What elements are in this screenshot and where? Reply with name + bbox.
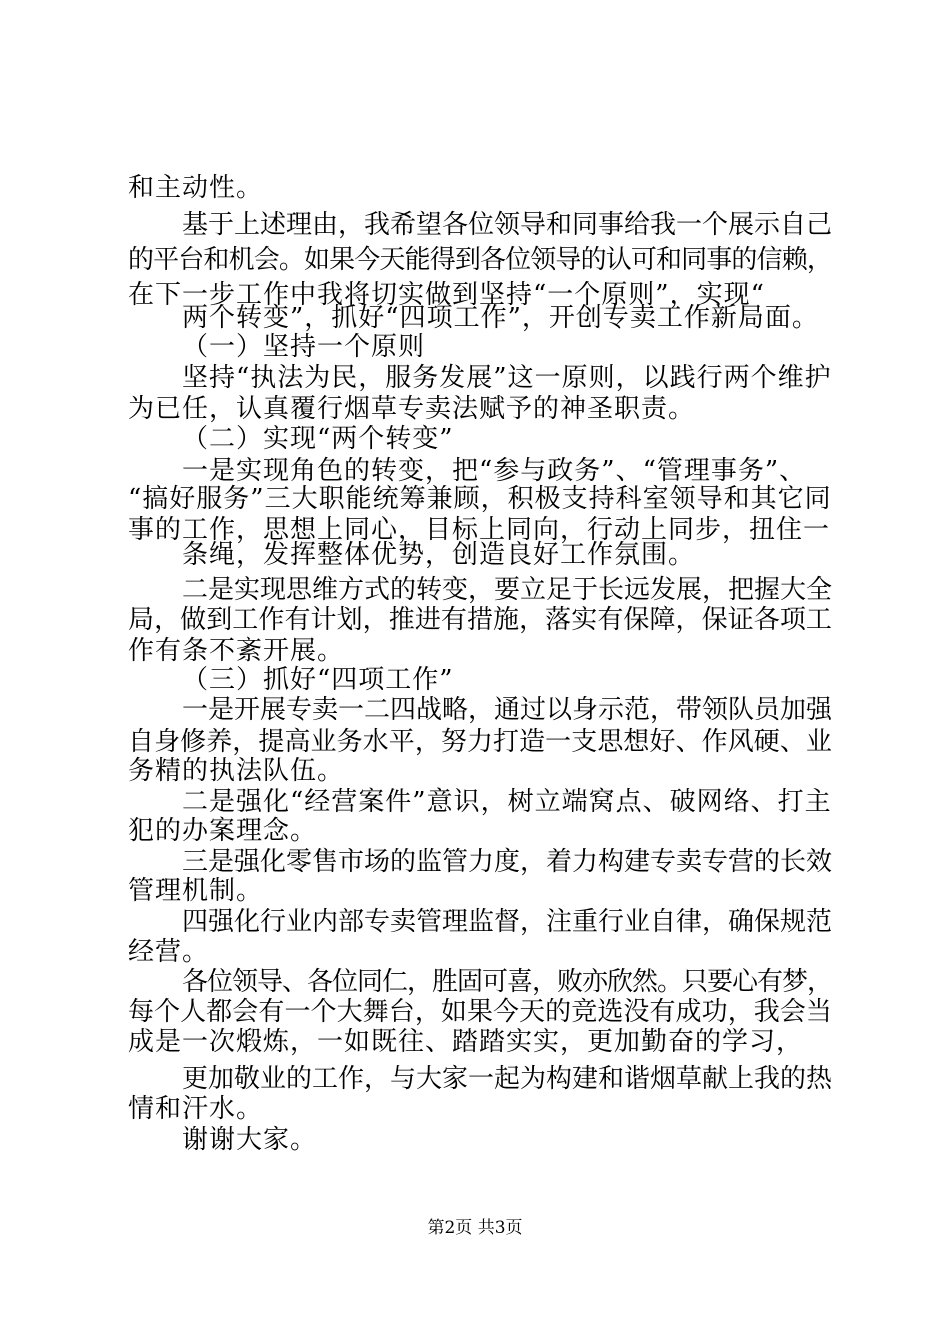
text-line: 四强化行业内部专卖管理监督，注重行业自律，确保规范 bbox=[182, 907, 833, 937]
text-line: 各位领导、各位同仁，胜固可喜，败亦欣然。只要心有梦， bbox=[182, 967, 833, 997]
text-line: 成是一次煅炼，一如既往、踏踏实实，更加勤奋的学习， bbox=[128, 1027, 804, 1057]
page-number-footer: 第2页 共3页 bbox=[427, 1218, 523, 1238]
text-line: 三是强化零售市场的监管力度，着力构建专卖专营的长效 bbox=[182, 847, 833, 877]
text-line: 作有条不紊开展。 bbox=[128, 636, 345, 666]
closing-line: 谢谢大家。 bbox=[182, 1125, 318, 1155]
text-line: 事的工作，思想上同心，目标上同向，行动上同步，扭住一 bbox=[128, 515, 831, 545]
text-line: 情和汗水。 bbox=[128, 1094, 264, 1124]
text-line: 条绳，发挥整体优势，创造良好工作氛围。 bbox=[182, 540, 696, 570]
text-line: 两个转变”，抓好“四项工作”，开创专卖工作新局面。 bbox=[182, 303, 819, 333]
text-line: 经营。 bbox=[128, 937, 210, 967]
section-heading: （二）实现“两个转变” bbox=[182, 424, 454, 454]
text-line: 为已任，认真覆行烟草专卖法赋予的神圣职责。 bbox=[128, 394, 696, 424]
text-line: 二是强化“经营案件”意识，树立端窝点、破网络、打主 bbox=[182, 787, 832, 817]
text-line: 自身修养，提高业务水平，努力打造一支思想好、作风硬、业 bbox=[128, 727, 833, 757]
text-line: 的平台和机会。如果今天能得到各位领导的认可和同事的信赖， bbox=[128, 245, 833, 275]
text-line: 务精的执法队伍。 bbox=[128, 756, 345, 786]
text-line: 管理机制。 bbox=[128, 876, 264, 906]
text-line: 和主动性。 bbox=[128, 173, 264, 203]
text-line: 坚持“执法为民，服务发展”这一原则，以践行两个维护 bbox=[182, 363, 832, 393]
text-line: 每个人都会有一个大舞台，如果今天的竞选没有成功，我会当 bbox=[128, 997, 833, 1027]
section-heading: （三）抓好“四项工作” bbox=[182, 665, 454, 695]
section-heading: （一）坚持一个原则 bbox=[182, 332, 426, 362]
text-line: 更加敬业的工作，与大家一起为构建和谐烟草献上我的热 bbox=[182, 1064, 833, 1094]
text-line: 基于上述理由，我希望各位领导和同事给我一个展示自己 bbox=[182, 210, 833, 240]
text-line: “搞好服务”三大职能统筹兼顾，积极支持科室领导和其它同 bbox=[128, 484, 832, 514]
text-line: 二是实现思维方式的转变，要立足于长远发展，把握大全 bbox=[182, 575, 833, 605]
text-line: 一是开展专卖一二四战略，通过以身示范，带领队员加强 bbox=[182, 695, 833, 725]
text-line: 在下一步工作中我将切实做到坚持“一个原则”，实现“ bbox=[128, 280, 765, 310]
text-line: 局，做到工作有计划，推进有措施，落实有保障，保证各项工 bbox=[128, 605, 833, 635]
text-line: 一是实现角色的转变，把“参与政务”、“管理事务”、 bbox=[182, 456, 807, 486]
text-line: 犯的办案理念。 bbox=[128, 816, 318, 846]
